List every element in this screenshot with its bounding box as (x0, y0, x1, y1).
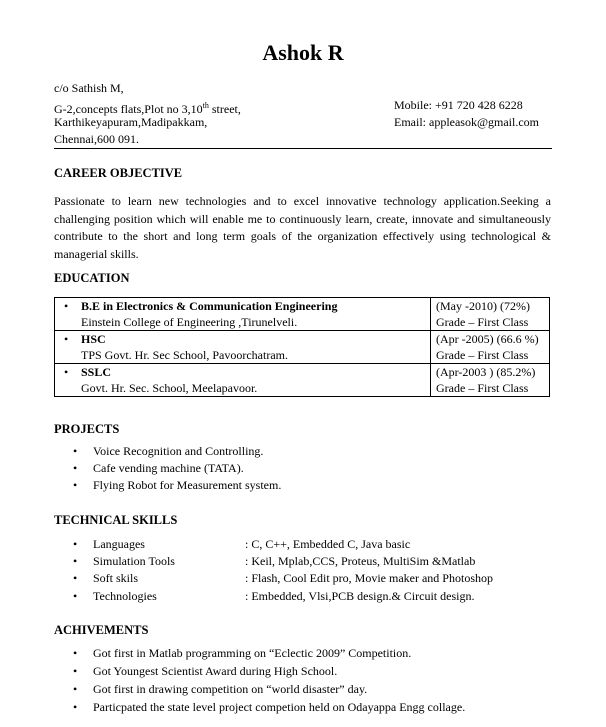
achievement-item: • Got Youngest Scientist Award during High School. (93, 663, 337, 680)
header-divider (54, 148, 552, 149)
skill-value: : Embedded, Vlsi,PCB design.& Circuit design. (245, 589, 475, 603)
education-row (55, 331, 550, 364)
achievement-item: • Particpated the state level project competion held on Odayappa Engg collage. (93, 699, 465, 716)
achievements-heading: ACHIVEMENTS (54, 623, 149, 637)
address-line-2-superscript: th (202, 101, 209, 110)
education-result-cell (431, 364, 550, 397)
education-school: TPS Govt. Hr. Sec School, Pavoorchatram. (81, 348, 288, 362)
achievement-item: • Got first in drawing competition on “world disaster” day. (93, 681, 367, 698)
education-result-cell (431, 298, 550, 331)
address-line-2-main: G-2,concepts flats,Plot no 3,10 (54, 102, 203, 116)
candidate-name: Ashok R (262, 40, 344, 65)
email-address: Email: appleasok@gmail.com (394, 115, 540, 129)
address-line-4: Chennai,600 091. (54, 132, 139, 146)
project-item: • Cafe vending machine (TATA). (93, 460, 244, 477)
career-objective-heading: CAREER OBJECTIVE (54, 166, 183, 180)
education-period: (Apr -2005) (66.6 %) (436, 332, 539, 346)
mobile-number: Mobile: +91 720 428 6228 (394, 98, 523, 112)
education-result-cell (431, 331, 550, 364)
education-school: Einstein College of Engineering ,Tirunelveli. (81, 315, 298, 329)
skill-label: • Soft skils (93, 570, 138, 587)
education-row (55, 298, 550, 331)
education-course-cell (55, 364, 431, 397)
education-degree: • B.E in Electronics & Communication Engineering (81, 298, 426, 314)
skill-label: • Technologies (93, 588, 157, 605)
career-objective-text: Passionate to learn new technologies and to excel innovative technology application.Seeking a challenging position which will enable me to continuously learn, create, innovate and simultaneously contribute to the short and long term goals of the organization effectively using technological & managerial skills. (54, 194, 551, 261)
education-course-cell (55, 331, 431, 364)
education-grade: Grade – First Class (436, 315, 529, 329)
education-heading: EDUCATION (54, 271, 130, 285)
address-line-1: c/o Sathish M, (54, 81, 124, 95)
skill-label: • Languages (93, 536, 145, 553)
projects-heading: PROJECTS (54, 422, 120, 436)
education-grade: Grade – First Class (436, 381, 529, 395)
education-table (54, 297, 550, 397)
education-degree: • SSLC (81, 364, 426, 380)
project-item: • Flying Robot for Measurement system. (93, 477, 281, 494)
education-period: (May -2010) (72%) (436, 299, 530, 313)
education-row (55, 364, 550, 397)
achievement-item: • Got first in Matlab programming on “Eclectic 2009” Competition. (93, 645, 411, 662)
education-school: Govt. Hr. Sec. School, Meelapavoor. (81, 381, 258, 395)
address-line-3: Karthikeyapuram,Madipakkam, (54, 115, 208, 129)
skill-value: : C, C++, Embedded C, Java basic (245, 537, 411, 551)
education-period: (Apr-2003 ) (85.2%) (436, 365, 536, 379)
education-grade: Grade – First Class (436, 348, 529, 362)
skill-value: : Keil, Mplab,CCS, Proteus, MultiSim &Matlab (245, 554, 476, 568)
technical-skills-heading: TECHNICAL SKILLS (54, 513, 178, 527)
education-degree: • HSC (81, 331, 426, 347)
address-line-2-tail: street, (208, 102, 241, 116)
skill-label: • Simulation Tools (93, 553, 175, 570)
education-course-cell (55, 298, 431, 331)
skill-value: : Flash, Cool Edit pro, Movie maker and Photoshop (245, 571, 493, 585)
project-item: • Voice Recognition and Controlling. (93, 443, 263, 460)
